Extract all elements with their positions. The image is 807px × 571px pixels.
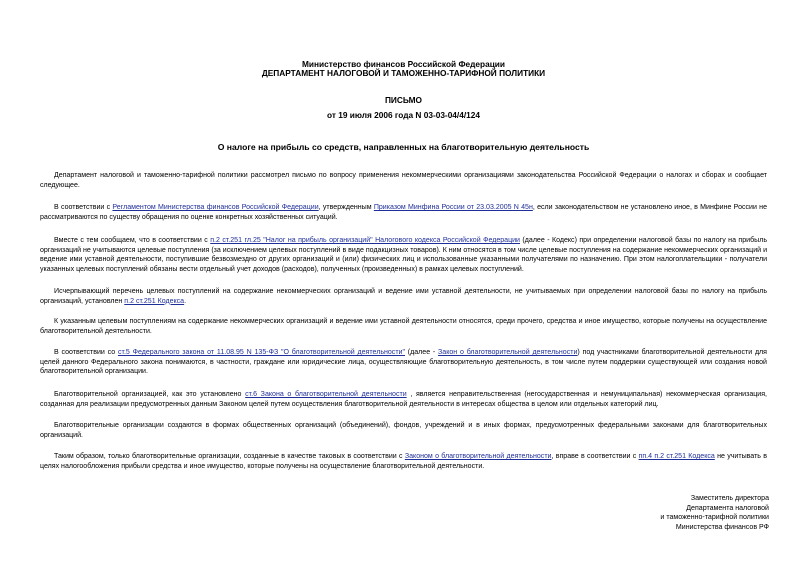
paragraph-3	[40, 236, 767, 274]
paragraph-4	[40, 287, 767, 306]
link-regulation-minfin[interactable]: Регламентом Министерства финансов Российской Федерации	[112, 204, 319, 211]
text-span: (далее - Кодекс) при определении налоговой базы по налогу на прибыль организаций не учитываются целевые поступления (за исключением целевых поступлений в виде подакцизных товаров). К ним относятся в том числе целевые поступления на содержание некоммерческих организаций и ведение ими уставной деятельности, поступившие безвозмездно от других организаций и (или) физических лиц и использованные указанными получателями по назначению. При этом налогоплательщики - получатели указанных целевых поступлений обязаны вести отдельный учет доходов (расходов), полученных (произведенных) в рамках целевых поступлений.	[40, 237, 767, 273]
paragraph-text: Департамент налоговой и таможенно-тарифной политики рассмотрел письмо по вопросу применения некоммерческими организациями законодательства Российской Федерации о налогах и сборах и сообщает следующее.	[40, 172, 767, 189]
paragraph-1	[40, 171, 767, 190]
paragraph-8	[40, 421, 767, 440]
paragraph-text	[40, 390, 767, 409]
link-code-art251-p2[interactable]: п.2 ст.251 Кодекса	[124, 297, 185, 305]
ministry-name: Министерство финансов Российской Федерации	[301, 59, 506, 69]
signature-line: Департамента налоговой	[686, 504, 769, 512]
text-span: Исчерпывающий перечень целевых поступлений на содержание некоммерческих организаций и ведение ими уставной деятельности, не учитываемых при определении налоговой базы по налогу на прибыль организаций, установлен	[40, 288, 767, 305]
link-charity-law[interactable]: Закон о благотворительной деятельности	[438, 349, 578, 356]
paragraph-text	[40, 236, 767, 274]
paragraph-text	[40, 452, 767, 471]
text-span: В соответствии с	[54, 204, 113, 211]
text-span: ) под участниками благотворительной деятельности для целей данного Федерального закона понимаются, в частности, граждане или юридические лица, осуществляющие благотворительную деятельность, в том числе путем поддержки существующей или создания новой благотворительной организации.	[40, 349, 767, 376]
paragraph-text: Благотворительные организации создаются в формах общественных организаций (объединений), фондов, учреждений и в иных формах, предусмотренных федеральными законами для благотворительных организаций.	[40, 422, 767, 439]
paragraph-text	[40, 287, 767, 306]
paragraph-text: К указанным целевым поступлениям на содержание некоммерческих организаций и ведение ими уставной деятельности относятся, среди прочего, средства и иное имущество, которые получены на осуществление благотворительной деятельности.	[40, 318, 767, 335]
text-span: , утвержденным	[318, 204, 374, 211]
text-span: не учитывать в целях налогообложения прибыли средства и иное имущество, которые получены на осуществление благотворительной деятельности.	[40, 453, 768, 470]
link-tax-code-art251[interactable]: п.2 ст.251 гл.25 "Налог на прибыль организаций" Налогового кодекса Российской Федерации	[210, 237, 520, 244]
paragraph-text	[40, 348, 767, 377]
text-span: , если законодательством не установлено иное, в Минфине России не рассматриваются по существу обращения по оценке конкретных хозяйственных ситуаций.	[40, 204, 767, 221]
paragraph-6	[40, 348, 767, 377]
link-code-art251-pp4[interactable]: пп.4 п.2 ст.251 Кодекса	[638, 453, 715, 460]
signature-line: Заместитель директора	[690, 495, 769, 502]
document-date: от 19 июля 2006 года N 03-03-04/4/124	[327, 110, 480, 120]
link-charity-law-2[interactable]: Законом о благотворительной деятельности	[404, 453, 552, 460]
paragraph-9	[40, 452, 767, 471]
text-span: , является неправительственная (негосударственная и немуниципальная) некоммерческая организация, созданная для реализации предусмотренных данным Законом целей путем осуществления благотворительной деятельности в интересах общества в целом или отдельных категорий лиц.	[40, 391, 768, 408]
link-federal-law-135[interactable]: ст.5 Федерального закона от 11.08.95 N 135-ФЗ "О благотворительной деятельности"	[117, 349, 405, 356]
text-span: (далее -	[405, 349, 439, 356]
paragraph-text	[40, 203, 767, 222]
paragraph-2	[40, 203, 767, 222]
text-span: , вправе в соответствии с	[551, 453, 639, 460]
department-name: ДЕПАРТАМЕНТ НАЛОГОВОЙ И ТАМОЖЕННО-ТАРИФНОЙ ПОЛИТИКИ	[261, 68, 546, 78]
signature-block	[660, 494, 769, 532]
text-span: В соответствии со	[54, 349, 118, 356]
signature-line: Министерства финансов РФ	[675, 523, 769, 531]
text-span: Благотворительной организацией, как это установлено	[54, 391, 246, 398]
link-charity-law-art6[interactable]: ст.6 Закона о благотворительной деятельности	[245, 391, 407, 398]
paragraph-5	[40, 317, 767, 336]
paragraph-7	[40, 390, 767, 409]
document-title: О налоге на прибыль со средств, направленных на благотворительную деятельность	[217, 142, 590, 152]
document-type: ПИСЬМО	[384, 95, 423, 105]
text-span: Вместе с тем сообщаем, что в соответствии с	[54, 237, 211, 244]
text-span: .	[184, 297, 187, 305]
signature-line: и таможенно-тарифной политики	[660, 514, 769, 522]
text-span: Таким образом, только благотворительные организации, созданные в качестве таковых в соответствии с	[54, 453, 405, 460]
link-order-45n[interactable]: Приказом Минфина России от 23.03.2005 N 45н	[373, 204, 533, 211]
